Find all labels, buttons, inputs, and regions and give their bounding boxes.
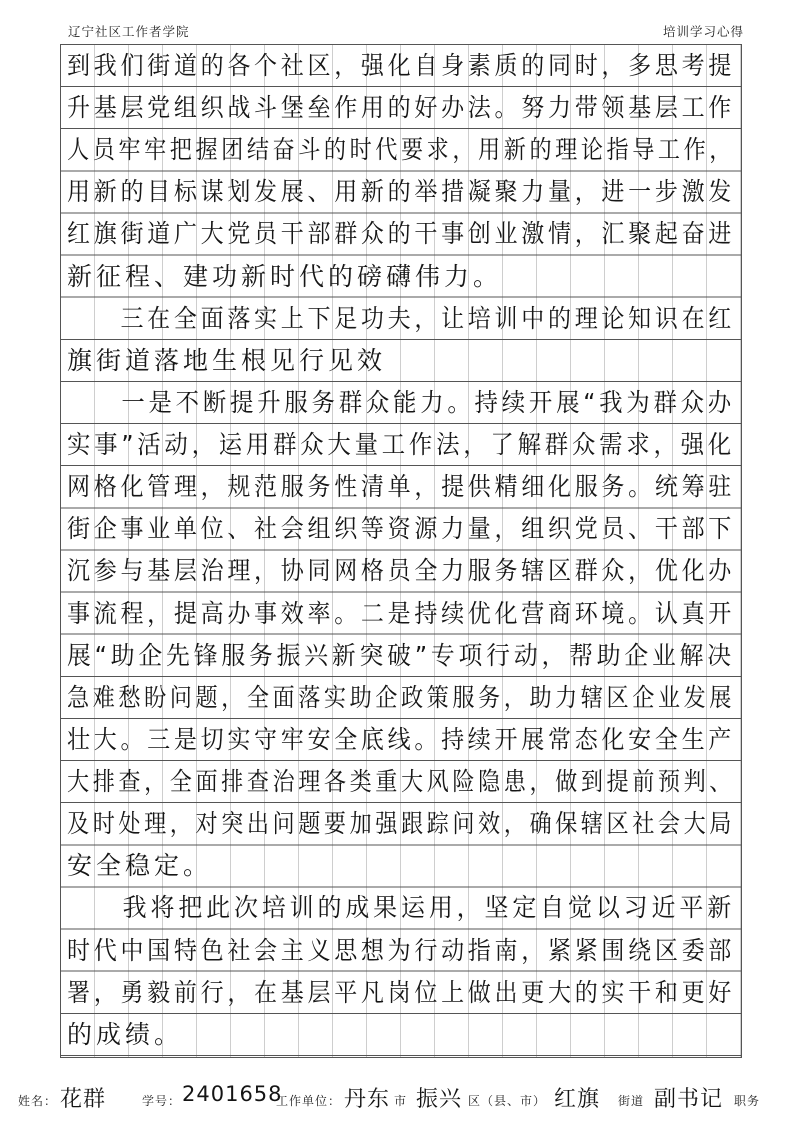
handwritten-line: 沉参与基层治理，协同网格员全力服务辖区群众，优化办 bbox=[67, 556, 736, 586]
handwritten-line: 旗街道落地生根见行见效 bbox=[67, 345, 387, 375]
handwritten-line: 时代中国特色社会主义思想为行动指南，紧紧围绕区委部 bbox=[67, 935, 736, 965]
handwritten-line: 展“助企先锋服务振兴新突破”专项行动，帮助企业解决 bbox=[67, 640, 735, 670]
handwritten-line: 急难愁盼问题，全面落实助企政策服务，助力辖区企业发展 bbox=[67, 682, 735, 712]
handwritten-line: 署，勇毅前行，在基层平凡岗位上做出更大的实干和更好 bbox=[67, 977, 736, 1007]
id-label: 学号： bbox=[142, 1094, 182, 1108]
handwritten-line: 三在全面落实上下足功夫，让培训中的理论知识在红 bbox=[67, 303, 736, 333]
city-value: 丹东 bbox=[344, 1087, 391, 1112]
handwritten-line: 我将把此次培训的成果运用，坚定自觉以习近平新 bbox=[67, 893, 736, 923]
name-value: 花群 bbox=[60, 1087, 107, 1112]
district-label: 区（县、市） bbox=[468, 1094, 547, 1108]
institution-name: 辽宁社区工作者学院 bbox=[68, 24, 190, 39]
page-header bbox=[42, 14, 756, 40]
handwritten-line: 网格化管理，规范服务性清单，提供精细化服务。统筹驻 bbox=[67, 472, 736, 502]
handwritten-line: 街企事业单位、社会组织等资源力量，组织党员、干部下 bbox=[67, 514, 736, 544]
document-type: 培训学习心得 bbox=[662, 24, 744, 39]
position-value: 副书记 bbox=[654, 1087, 724, 1112]
position-label: 职务 bbox=[734, 1094, 761, 1108]
handwritten-line: 到我们街道的各个社区，强化自身素质的同时，多思考提 bbox=[67, 51, 736, 80]
id-value: 2401658 bbox=[182, 1082, 283, 1106]
handwritten-line: 用新的目标谋划发展、用新的举措凝聚力量，进一步激发 bbox=[67, 177, 736, 207]
work-unit-label: 工作单位： bbox=[276, 1094, 342, 1108]
footer-form bbox=[18, 1080, 788, 1116]
street-label: 街道 bbox=[618, 1094, 645, 1108]
handwritten-line: 壮大。三是切实守牢安全底线。持续开展常态化安全生产 bbox=[67, 724, 736, 754]
street-value: 红旗 bbox=[554, 1087, 601, 1112]
handwritten-line: 安全稳定。 bbox=[67, 851, 213, 881]
handwritten-line: 实事”活动，运用群众大量工作法，了解群众需求，强化 bbox=[67, 430, 735, 460]
handwritten-line: 升基层党组织战斗堡垒作用的好办法。努力带领基层工作 bbox=[67, 93, 736, 123]
handwritten-line: 及时处理，对突出问题要加强跟踪问效，确保辖区社会大局 bbox=[67, 809, 735, 839]
district-value: 振兴 bbox=[416, 1087, 463, 1112]
handwritten-line: 新征程、建功新时代的磅礴伟力。 bbox=[67, 261, 503, 291]
handwritten-line: 大排查，全面排查治理各类重大风险隐患，做到提前预判、 bbox=[67, 767, 735, 797]
name-label: 姓名： bbox=[18, 1094, 58, 1108]
handwritten-line: 人员牢牢把握团结奋斗的时代要求，用新的理论指导工作， bbox=[67, 135, 735, 165]
handwritten-line: 一是不断提升服务群众能力。持续开展“我为群众办 bbox=[67, 387, 735, 417]
handwriting-sheet bbox=[60, 44, 742, 1058]
handwritten-line: 红旗街道广大党员干部群众的干事创业激情，汇聚起奋进 bbox=[67, 219, 736, 249]
handwritten-line: 事流程，提高办事效率。二是持续优化营商环境。认真开 bbox=[67, 598, 736, 628]
city-label: 市 bbox=[394, 1094, 408, 1108]
handwritten-line: 的成绩。 bbox=[67, 1019, 184, 1049]
